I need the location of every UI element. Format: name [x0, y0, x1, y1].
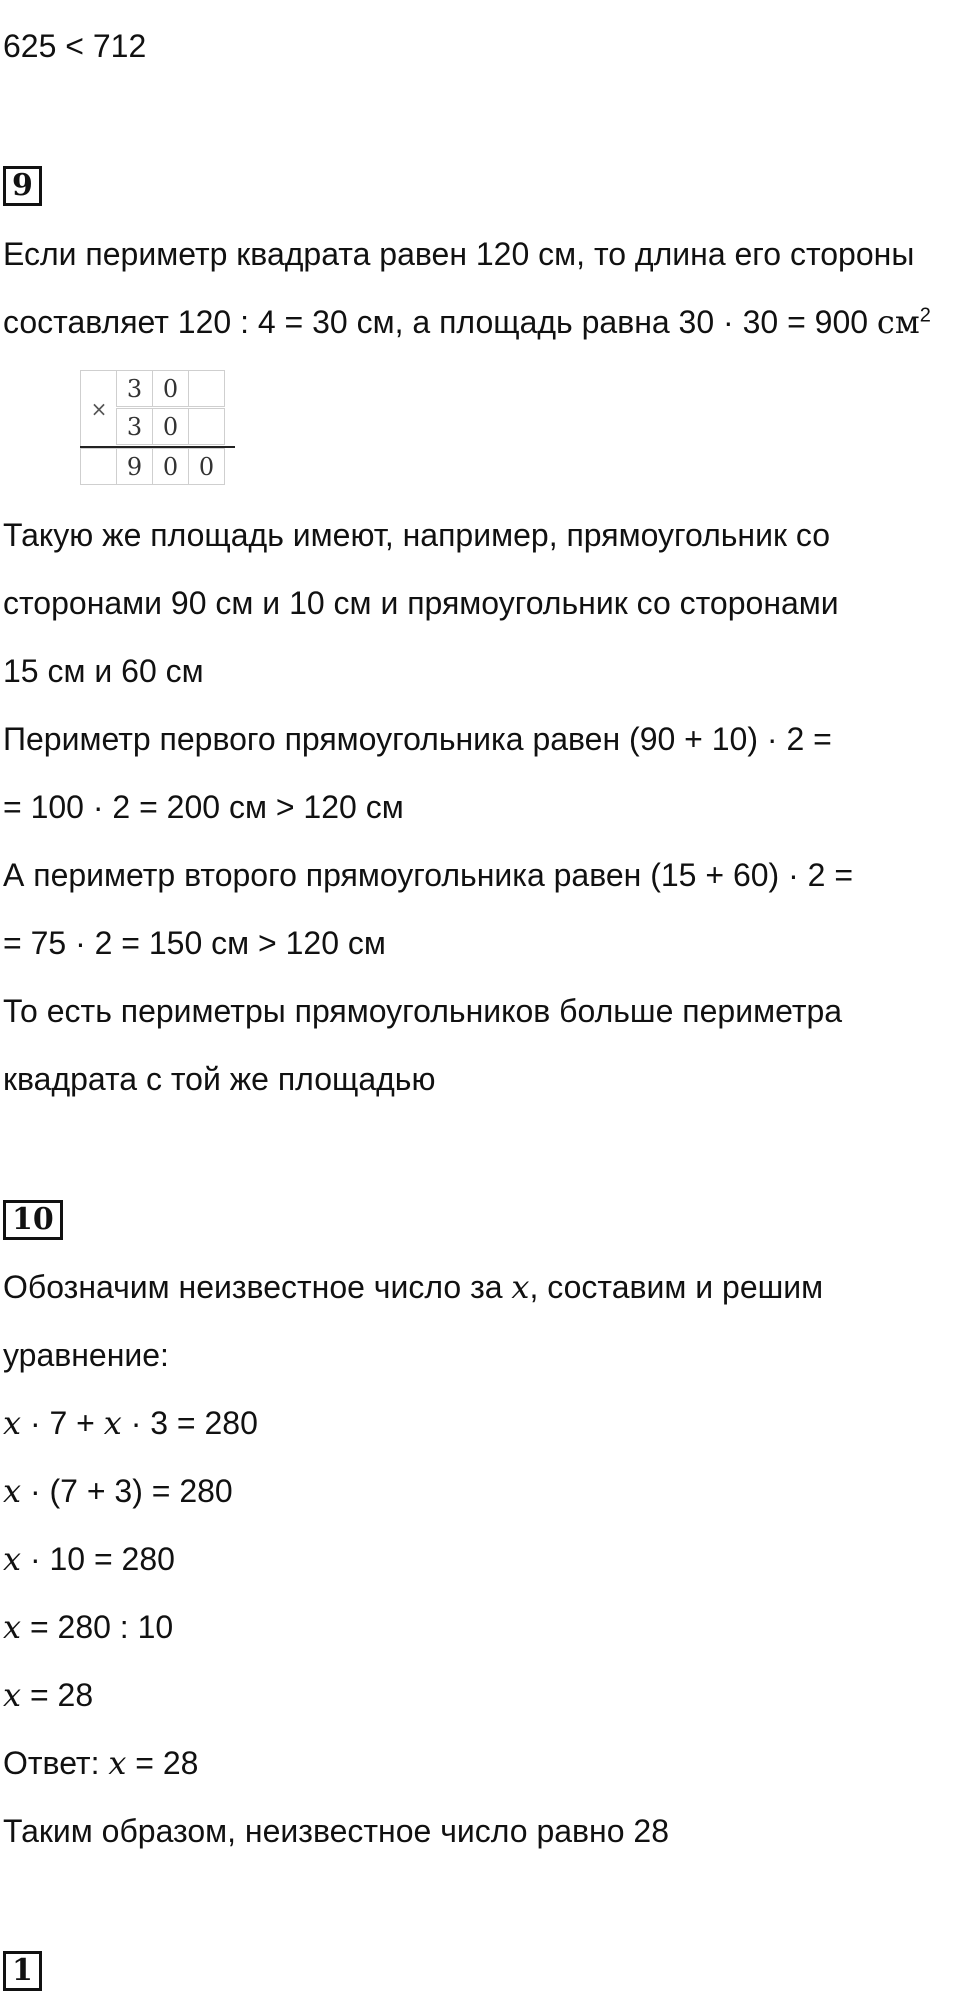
- answer-label: Ответ:: [3, 1745, 109, 1781]
- task9-line-4: сторонами 90 см и 10 см и прямоугольник со сторонами: [3, 585, 839, 621]
- column-multiplication: [80, 370, 235, 486]
- task9-line-8: А периметр второго прямоугольника равен (15 + 60) · 2 =: [3, 857, 853, 893]
- variable-x: x: [3, 1404, 22, 1442]
- task9-line-9: = 75 · 2 = 150 см > 120 см: [3, 925, 386, 961]
- equation-text: · (7 + 3) = 280: [21, 1473, 233, 1509]
- equation-text: · 3 = 280: [121, 1405, 258, 1441]
- calc-cell-empty: [80, 448, 117, 485]
- calc-cell: 0: [152, 408, 189, 445]
- task-number-10: 10: [3, 1200, 63, 1240]
- equation-text: = 280 : 10: [21, 1609, 174, 1645]
- intro-text: Обозначим неизвестное число за: [3, 1269, 512, 1305]
- task9-line-11: квадрата с той же площадью: [3, 1061, 436, 1097]
- equation-2: [3, 1471, 233, 1511]
- variable-x: x: [108, 1744, 127, 1782]
- calc-cell: [188, 408, 225, 445]
- equation-5: [3, 1675, 93, 1715]
- calc-cell: 3: [116, 370, 153, 407]
- task9-line-10: То есть периметры прямоугольников больше периметра: [3, 993, 843, 1029]
- area-unit: см: [876, 303, 920, 341]
- equation-text: · 10 = 280: [21, 1541, 175, 1577]
- intro-text: , составим и решим: [529, 1269, 824, 1305]
- equation-1: [3, 1403, 258, 1443]
- task9-line-5: 15 см и 60 см: [3, 653, 204, 689]
- calc-cell: 0: [152, 448, 189, 485]
- task9-line-3: Такую же площадь имеют, например, прямоугольник со: [3, 517, 830, 553]
- answer-value: = 28: [126, 1745, 199, 1781]
- equation-3: [3, 1539, 175, 1579]
- equation-text: · 7 +: [21, 1405, 104, 1441]
- task-number-1: 1: [3, 1951, 42, 1991]
- area-unit-exponent: 2: [919, 304, 931, 327]
- variable-x: x: [3, 1472, 22, 1510]
- task10-intro-line-2: уравнение:: [3, 1337, 169, 1373]
- variable-x: x: [3, 1676, 22, 1714]
- variable-x: x: [3, 1540, 22, 1578]
- task9-line-2: [3, 302, 931, 342]
- calc-cell: 0: [188, 448, 225, 485]
- multiply-sign: ×: [80, 370, 117, 446]
- equation-4: [3, 1607, 173, 1647]
- calc-cell: 9: [116, 448, 153, 485]
- conclusion-line: Таким образом, неизвестное число равно 28: [3, 1813, 669, 1849]
- comparison-line: 625 < 712: [3, 28, 147, 64]
- calc-cell: 3: [116, 408, 153, 445]
- answer-line: [3, 1743, 198, 1783]
- equation-text: = 28: [21, 1677, 94, 1713]
- calc-cell: 0: [152, 370, 189, 407]
- task9-line-2-text: составляет 120 : 4 = 30 см, а площадь равна 30 · 30 = 900: [3, 304, 877, 340]
- task9-line-6: Периметр первого прямоугольника равен (90 + 10) · 2 =: [3, 721, 832, 757]
- variable-x: x: [511, 1268, 530, 1306]
- task10-intro-line-1: [3, 1267, 823, 1307]
- calc-cell: [188, 370, 225, 407]
- task-number-9: 9: [3, 166, 42, 206]
- task9-line-7: = 100 · 2 = 200 см > 120 см: [3, 789, 404, 825]
- variable-x: x: [3, 1608, 22, 1646]
- variable-x: x: [103, 1404, 122, 1442]
- task9-line-1: Если периметр квадрата равен 120 см, то длина его стороны: [3, 236, 915, 272]
